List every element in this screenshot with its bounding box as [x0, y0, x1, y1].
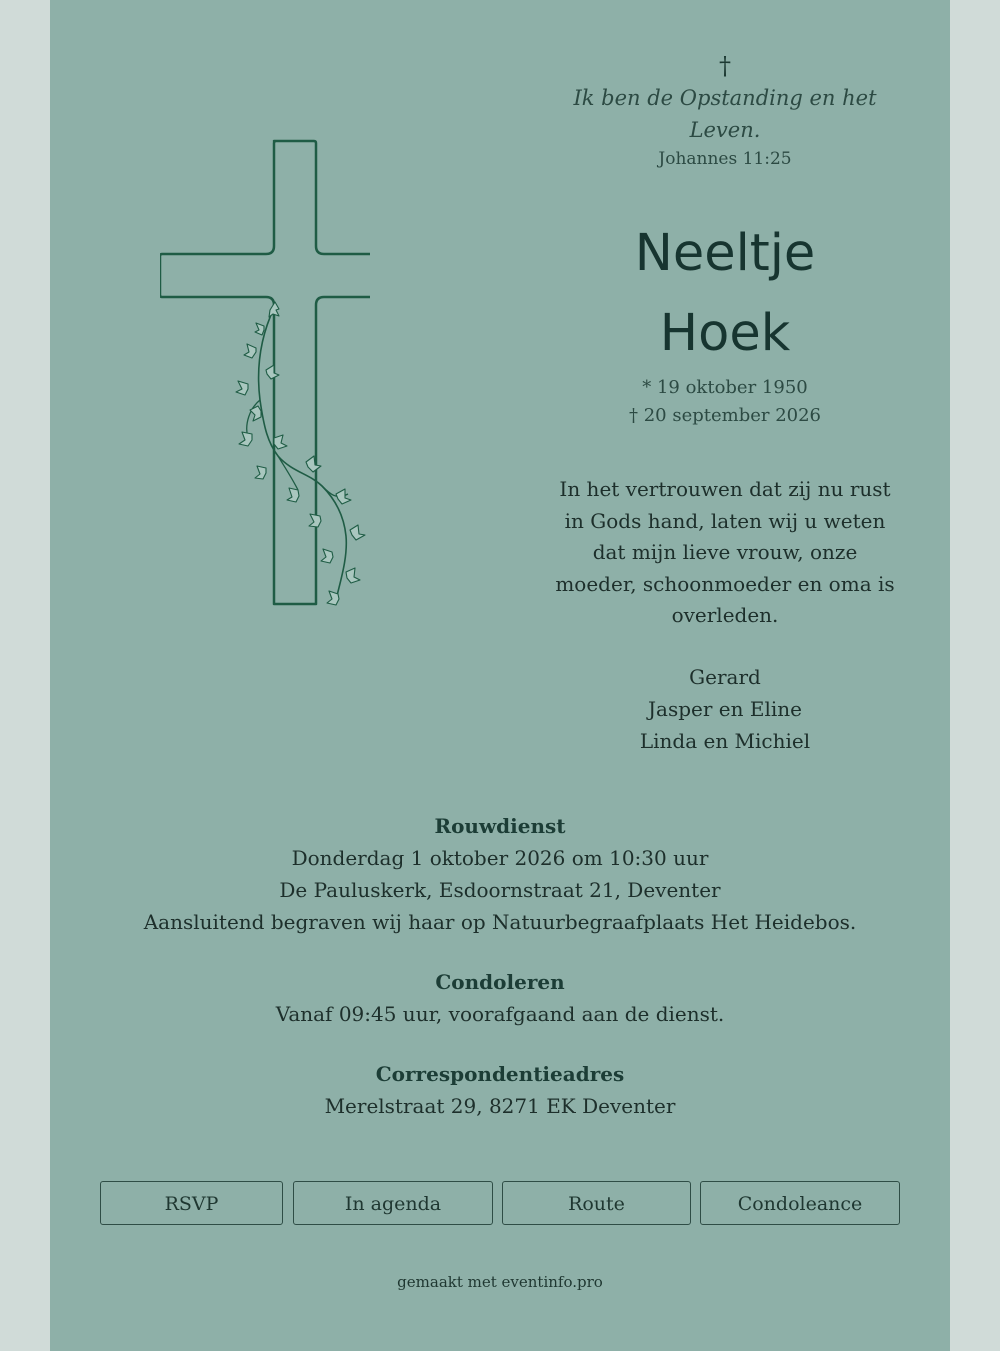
announcement-message: In het vertrouwen dat zij nu rust in Gods hand, laten wij u weten dat mijn lieve vrouw, onze moeder, schoonmoeder en oma is overleden. — [555, 477, 895, 627]
condoleance-button[interactable]: Condoleance — [700, 1181, 900, 1225]
life-dates — [550, 374, 900, 430]
service-section — [50, 810, 950, 938]
bible-verse-reference: Johannes 11:25 — [658, 149, 792, 169]
deceased-first-name: Neeltje — [634, 224, 816, 283]
rsvp-button[interactable]: RSVP — [100, 1181, 283, 1225]
death-date: † 20 september 2026 — [628, 405, 822, 426]
address-title: Correspondentieadres — [375, 1062, 625, 1086]
cross-with-ivy-icon — [160, 138, 370, 610]
family-member: Gerard — [689, 664, 761, 689]
condolence-section — [50, 966, 950, 1030]
dagger-symbol: † — [719, 52, 731, 80]
service-burial: Aansluitend begraven wij haar op Natuurbegraafplaats Het Heidebos. — [143, 910, 857, 934]
family-member: Linda en Michiel — [639, 728, 811, 753]
bible-verse: Ik ben de Opstanding en het Leven. — [573, 86, 877, 142]
family-member: Jasper en Eline — [648, 696, 802, 721]
deceased-name — [550, 214, 900, 374]
condolence-time: Vanaf 09:45 uur, voorafgaand aan de dienst. — [275, 1002, 725, 1026]
condolence-title: Condoleren — [435, 970, 565, 994]
footer-credit[interactable]: gemaakt met eventinfo.pro — [397, 1273, 603, 1291]
service-date: Donderdag 1 oktober 2026 om 10:30 uur — [291, 846, 709, 870]
deceased-last-name: Hoek — [659, 304, 791, 363]
announcement-text-column — [550, 50, 900, 757]
birth-date: * 19 oktober 1950 — [642, 377, 808, 398]
event-details — [50, 810, 950, 1150]
action-buttons — [100, 1181, 900, 1227]
service-location: De Pauluskerk, Esdoornstraat 21, Deventer — [279, 878, 721, 902]
address-section — [50, 1058, 950, 1122]
route-button[interactable]: Route — [502, 1181, 691, 1225]
family-list — [550, 661, 900, 757]
service-title: Rouwdienst — [434, 814, 566, 838]
announcement-card — [50, 0, 950, 1351]
address-line: Merelstraat 29, 8271 EK Deventer — [324, 1094, 676, 1118]
add-to-agenda-button[interactable]: In agenda — [293, 1181, 493, 1225]
